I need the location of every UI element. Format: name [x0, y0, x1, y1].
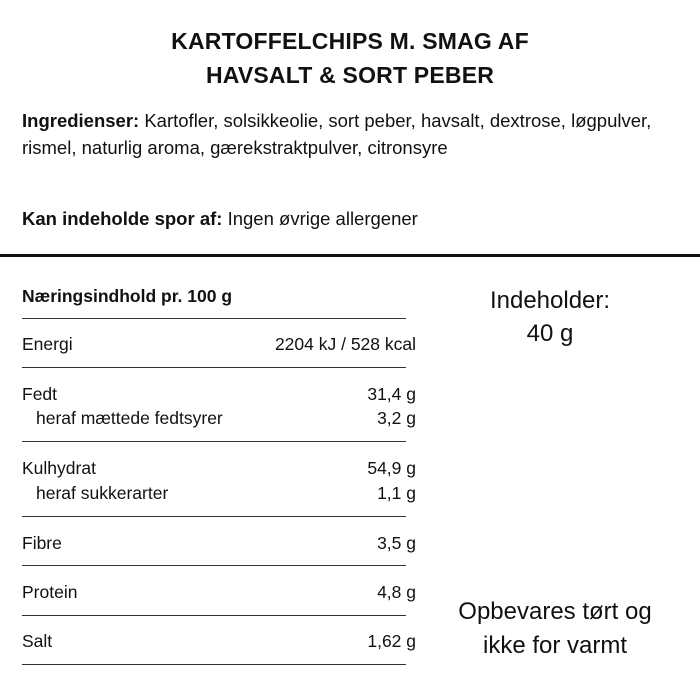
storage-line-2: ikke for varmt	[482, 632, 628, 659]
net-contents	[440, 284, 660, 350]
nutrition-row-salt	[22, 628, 416, 654]
product-title-line-2: HAVSALT & SORT PEBER	[205, 62, 495, 88]
ingredients-section	[22, 107, 682, 161]
nutrition-row-carbohydrate	[22, 455, 416, 481]
storage-line-1: Opbevares tørt og	[458, 598, 652, 625]
allergen-traces-label: Kan indeholde spor af:	[22, 208, 223, 229]
table-rule	[22, 664, 406, 665]
net-contents-label: Indeholder:	[489, 287, 611, 314]
nutrient-value: 54,9 g	[367, 458, 416, 478]
nutrient-name: heraf mættede fedtsyrer	[36, 408, 223, 428]
nutrient-value: 3,5 g	[377, 533, 416, 553]
table-rule	[22, 516, 406, 517]
nutrition-row-protein	[22, 579, 416, 605]
nutrition-row-fibre	[22, 530, 416, 556]
nutrition-title: Næringsindhold pr. 100 g	[22, 286, 233, 306]
nutrition-row-saturated-fat	[22, 405, 416, 431]
product-title-line-1: KARTOFFELCHIPS M. SMAG AF	[171, 28, 529, 54]
nutrition-row-sugars	[22, 480, 416, 506]
nutrient-name: Fibre	[22, 533, 62, 553]
nutrient-value: 1,62 g	[367, 631, 416, 651]
net-contents-value: 40 g	[526, 320, 574, 347]
storage-instructions	[430, 595, 680, 663]
nutrient-value: 31,4 g	[367, 384, 416, 404]
nutrient-name: Energi	[22, 334, 73, 354]
nutrient-value: 2204 kJ / 528 kcal	[274, 334, 416, 354]
nutrition-row-fat	[22, 381, 416, 407]
table-rule	[22, 441, 406, 442]
product-title	[0, 24, 700, 92]
nutrient-name: Kulhydrat	[22, 458, 96, 478]
nutrient-name: heraf sukkerarter	[36, 483, 169, 503]
nutrient-name: Salt	[22, 631, 53, 651]
nutrient-name: Fedt	[22, 384, 58, 404]
nutrient-value: 1,1 g	[377, 483, 416, 503]
nutrient-value: 4,8 g	[377, 582, 416, 602]
table-rule	[22, 615, 406, 616]
nutrition-row-energy	[22, 331, 416, 357]
ingredients-label: Ingredienser:	[22, 110, 140, 131]
ingredients-text: Kartofler, solsikkeolie, sort peber, havsalt, dextrose, løgpulver, rismel, naturlig aroma, gærekstraktpulver, citronsyre	[22, 110, 652, 158]
allergen-traces-text: Ingen øvrige allergener	[222, 208, 418, 229]
table-rule	[22, 318, 406, 319]
section-divider	[0, 254, 700, 257]
table-rule	[22, 565, 406, 566]
table-rule	[22, 367, 406, 368]
nutrient-value: 3,2 g	[377, 408, 416, 428]
nutrient-name: Protein	[22, 582, 78, 602]
allergen-traces-section	[22, 205, 682, 232]
